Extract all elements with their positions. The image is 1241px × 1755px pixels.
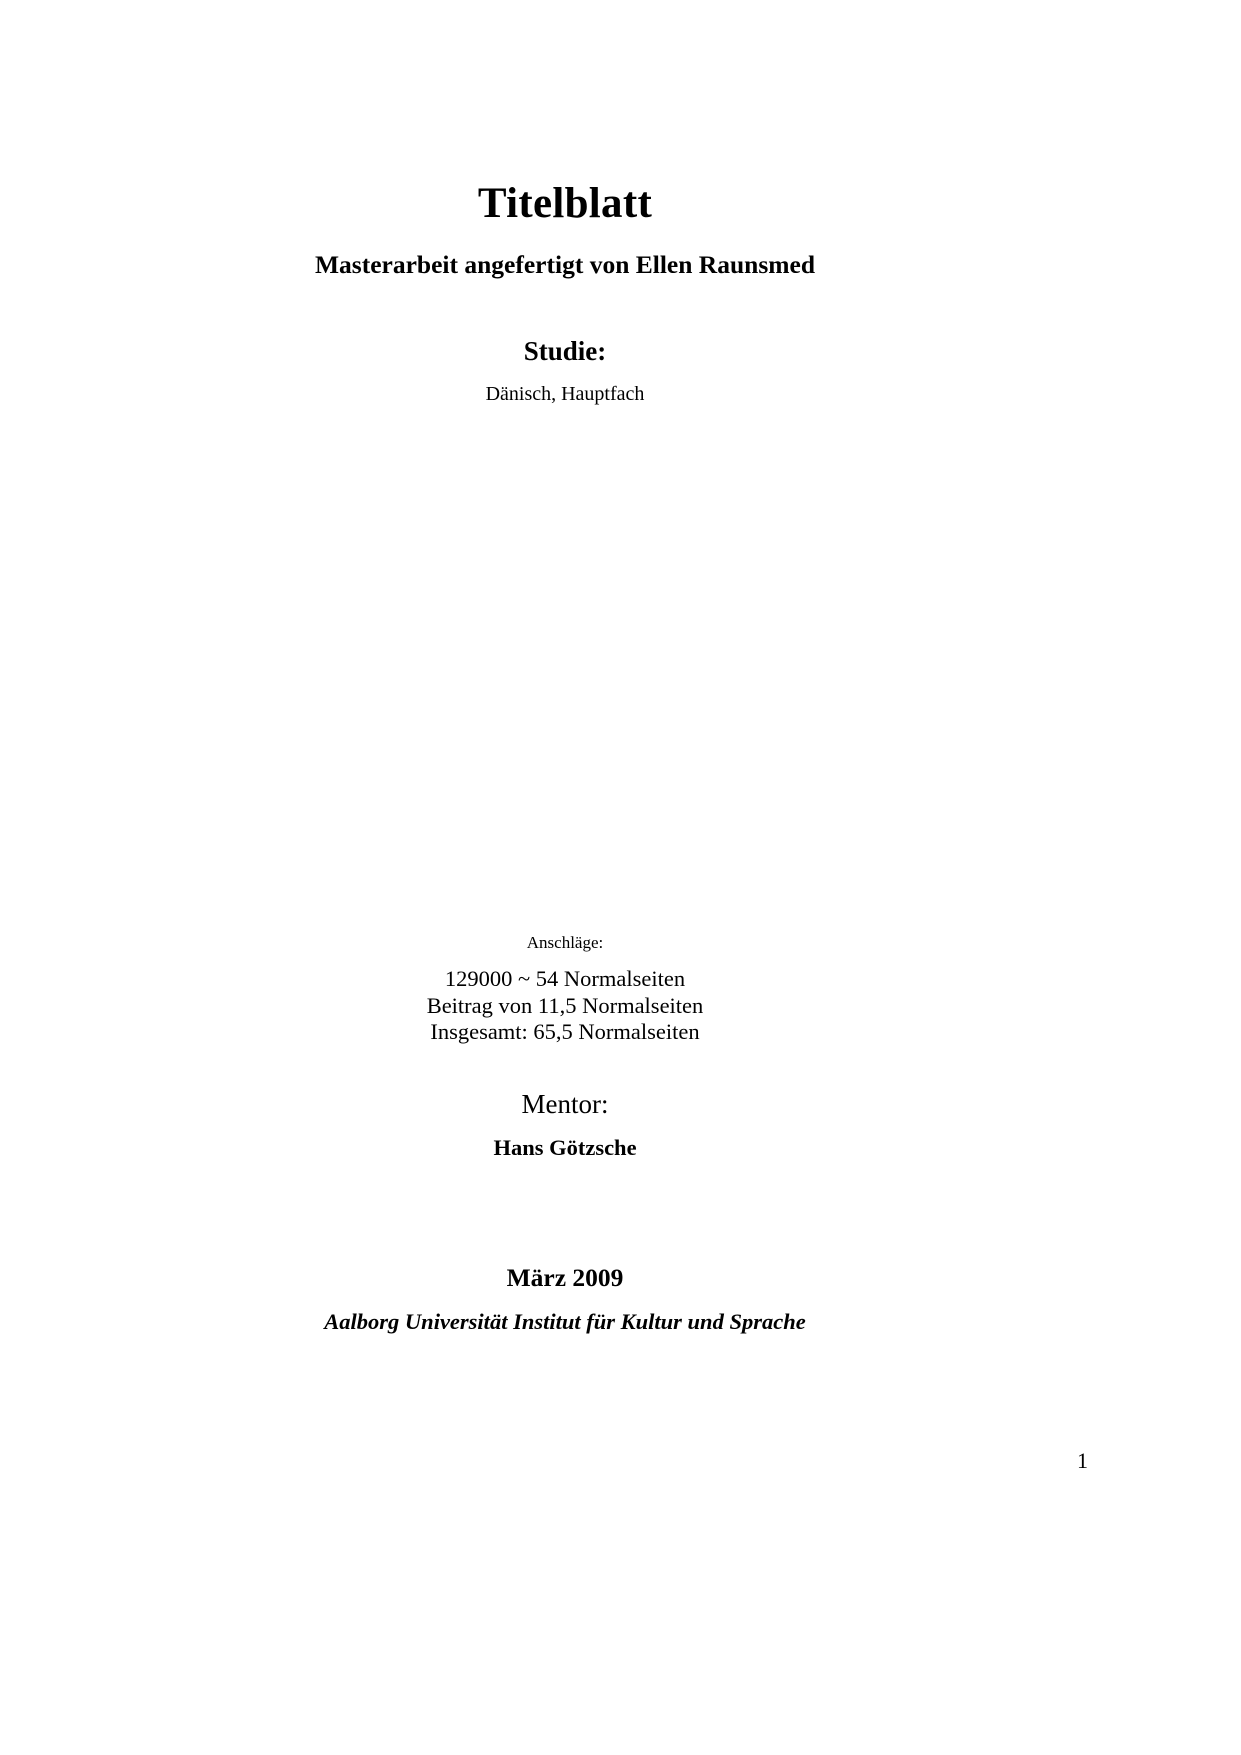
study-value: Dänisch, Hauptfach xyxy=(485,383,645,405)
page-title: Titelblatt xyxy=(477,179,653,227)
study-label: Studie: xyxy=(523,336,607,366)
mentor-label: Mentor: xyxy=(521,1089,609,1119)
mentor-name: Hans Götzsche xyxy=(493,1135,637,1160)
author-line: Masterarbeit angefertigt von Ellen Raunsmed xyxy=(314,250,815,279)
institution-line: Aalborg Universität Institut für Kultur und Sprache xyxy=(324,1309,806,1334)
keystrokes-label: Anschläge: xyxy=(526,933,604,952)
publication-date: März 2009 xyxy=(506,1263,624,1292)
keystrokes-line-1: 129000 ~ 54 Normalseiten xyxy=(444,966,686,991)
keystrokes-line-3: Insgesamt: 65,5 Normalseiten xyxy=(430,1019,700,1045)
page-number: 1 xyxy=(1077,1448,1088,1473)
keystrokes-block xyxy=(0,966,1130,1046)
keystrokes-line-2: Beitrag von 11,5 Normalseiten xyxy=(426,992,704,1018)
